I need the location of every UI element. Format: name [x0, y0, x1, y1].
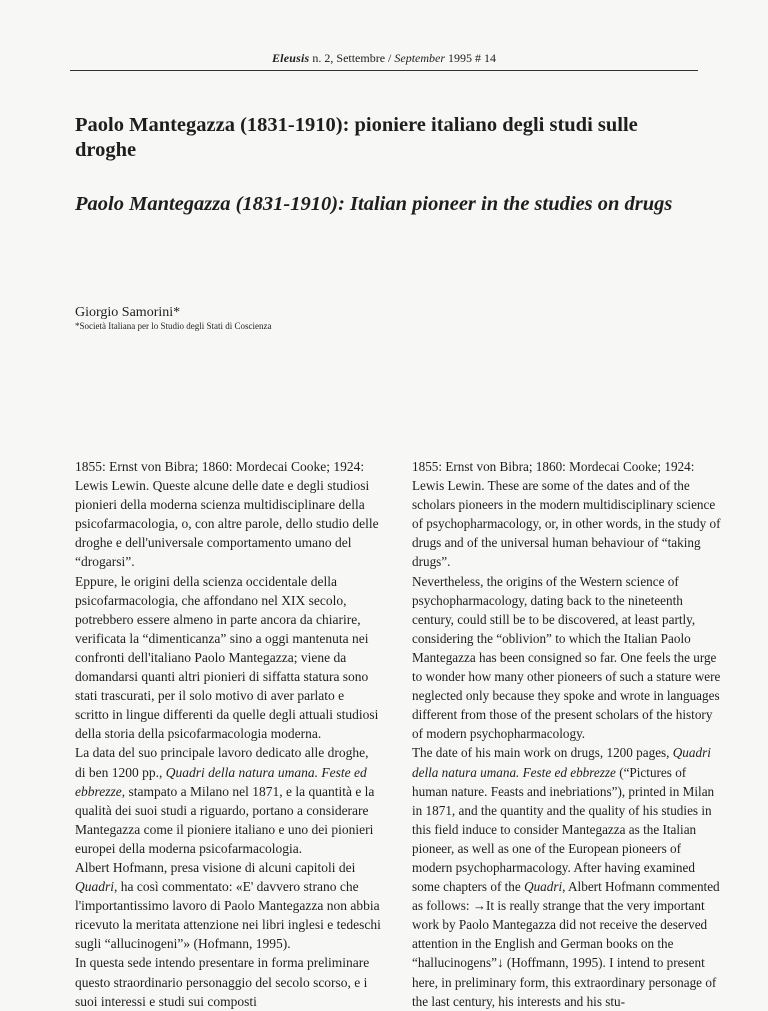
journal-logo: Eleusis [271, 51, 310, 65]
author-affiliation: *Società Italiana per lo Studio degli Stati di Coscienza [75, 321, 272, 331]
paragraph: La data del suo principale lavoro dedicato alle droghe, di ben 1200 pp., Quadri della natura umana. Feste ed ebbrezze, stampato a Milano nel 1871, e la quantità e la qualità dei suoi studi a riguardo, portano a considerare Mantegazza come il pioniere italiano e uno dei pionieri europei della moderna psicofarmacologia. [75, 745, 375, 856]
paragraph: 1855: Ernst von Bibra; 1860: Mordecai Cooke; 1924: Lewis Lewin. Queste alcune delle date e degli studiosi pionieri della moderna scienza multidisciplinare della psicofarmacologia, o, con altre parole, dello studio delle droghe e dell'universale comportamento umano del “drogarsi”. [75, 459, 379, 570]
issue-month-en: September [394, 51, 446, 65]
issue-info: n. 2, Settembre / [312, 51, 392, 65]
book-title: Quadri della natura umana. Feste ed ebbrezze [412, 745, 711, 780]
paragraph: Eppure, le origini della scienza occidentale della psicofarmacologia, che affondano nel XIX secolo, potrebbero essere almeno in parte ancora da chiarire, verificata la “dimenticanza” sino a oggi mantenuta nei confronti dell'italiano Paolo Mantegazza; viene da domandarsi quanti altri pionieri di siffatta statura sono stati trascurati, per il solo motivo di aver parlato e scritto in lingue differenti da quelle degli attuali studiosi della storia della psicofarmacologia moderna. [75, 573, 379, 742]
paragraph: Nevertheless, the origins of the Western science of psychopharmacology, dating back to the nineteenth century, could still be to be discovered, at least partly, considering the “oblivion” to which the Italian Paolo Mantegazza has been consigned so far. One feels the urge to wonder how many other pioneers of such a stature were neglected only because they spoke and wrote in languages different from those of the present scholars of the history of modern psychopharmacology. [412, 573, 721, 742]
english-column [412, 457, 722, 1011]
paragraph: In questa sede intendo presentare in forma preliminare questo straordinario personaggio del secolo scorso, e i suoi interessi e studi sui composti [75, 955, 370, 1009]
paragraph: The date of his main work on drugs, 1200 pages, Quadri della natura umana. Feste ed ebbrezze (“Pictures of human nature. Feasts and inebriations”), printed in Milan in 1871, and the quantity and the quality of his studies in this field induce to consider Mantegazza as the Italian pioneer, as well as one of the European pioneers of modern psychopharmacology. After having examined some chapters of the Quadri, Albert Hofmann commented as follows: →It is really strange that the very important work by Paolo Mantegazza did not receive the deserved attention in the English and German books on the “hallucinogens”↓ (Hoffmann, 1995). I intend to present here, in preliminary form, this extraordinary personage of the last century, his interests and his stu- [412, 745, 720, 1009]
author-name: Giorgio Samorini* [75, 305, 181, 320]
title-italian: Paolo Mantegazza (1831-1910): pioniere italiano degli studi sulle droghe [75, 114, 638, 161]
book-title: Quadri [524, 879, 563, 895]
book-title: Quadri [75, 879, 115, 895]
running-header [70, 50, 698, 66]
paragraph: Albert Hofmann, presa visione di alcuni capitoli dei Quadri, ha così commentato: «E' davvero strano che l'importantissimo lavoro di Paolo Mantegazza non abbia ricevuto la meritata attenzione nei libri inglesi e tedeschi sugli “allucinogeni”» (Hofmann, 1995). [75, 859, 381, 952]
header-rule [70, 70, 698, 71]
italian-column [75, 457, 381, 1011]
title-english: Paolo Mantegazza (1831-1910): Italian pioneer in the studies on drugs [75, 193, 673, 215]
book-title: Quadri della natura umana. Feste ed ebbrezze [75, 764, 367, 799]
paragraph: 1855: Ernst von Bibra; 1860: Mordecai Cooke; 1924: Lewis Lewin. These are some of the dates and of the scholars pioneers in the modern multidisciplinary science of psychopharmacology, or, in other words, in the study of drugs and of the universal human behaviour of “taking drugs”. [412, 459, 721, 570]
year-page: 1995 # 14 [448, 51, 497, 65]
